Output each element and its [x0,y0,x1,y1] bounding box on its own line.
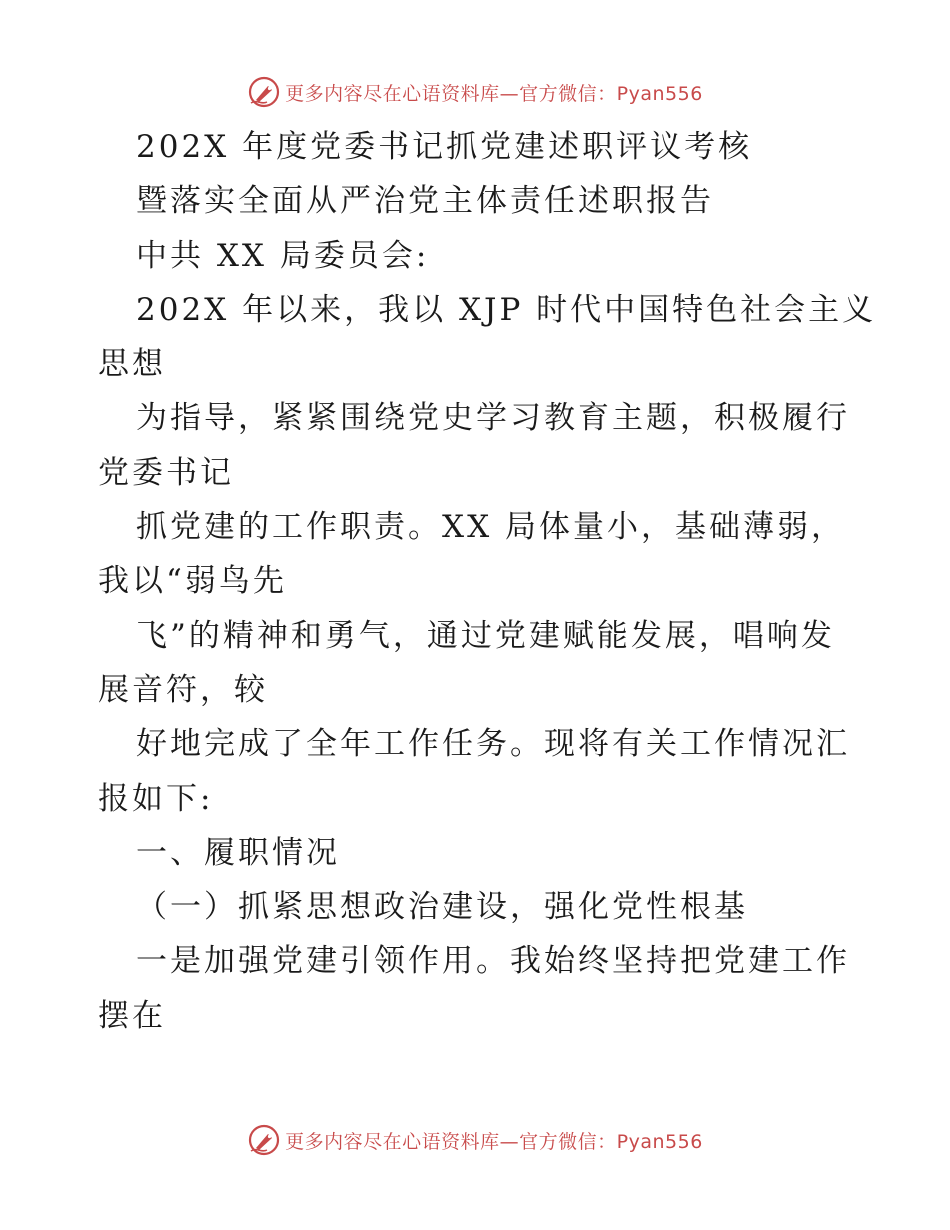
document-line: 好地完成了全年工作任务。现将有关工作情况汇 [136,726,850,763]
watermark-header [0,72,950,112]
document-line: 抓党建的工作职责。XX 局体量小，基础薄弱， [136,509,845,546]
document-line: 摆在 [98,997,166,1034]
document-line: 报如下: [98,780,214,817]
watermark-text: 更多内容尽在心语资料库—官方微信：Pyan556 [285,1130,703,1153]
document-line: 中共 XX 局委员会: [136,237,430,274]
document-line: 展音符，较 [98,671,268,708]
document-line: 我以“弱鸟先 [98,563,287,600]
watermark-footer [0,1120,950,1160]
watermark-text: 更多内容尽在心语资料库—官方微信：Pyan556 [285,82,703,105]
pen-nib-logo-icon [247,75,281,109]
section-heading: 一、履职情况 [136,834,340,871]
document-line: 202X 年以来，我以 XJP 时代中国特色社会主义 [136,291,877,328]
document-line: 党委书记 [98,454,234,491]
document-line: 暨落实全面从严治党主体责任述职报告 [136,183,714,220]
document-line: 202X 年度党委书记抓党建述职评议考核 [136,129,753,165]
document-body [98,120,877,1043]
subsection-heading: （一）抓紧思想政治建设，强化党性根基 [136,889,748,926]
document-line: 为指导，紧紧围绕党史学习教育主题，积极履行 [136,400,850,437]
document-line: 思想 [98,346,166,383]
document-line: 飞”的精神和勇气，通过党建赋能发展，唱响发 [136,617,835,654]
document-line: 一是加强党建引领作用。我始终坚持把党建工作 [136,943,850,980]
pen-nib-logo-icon [247,1123,281,1157]
